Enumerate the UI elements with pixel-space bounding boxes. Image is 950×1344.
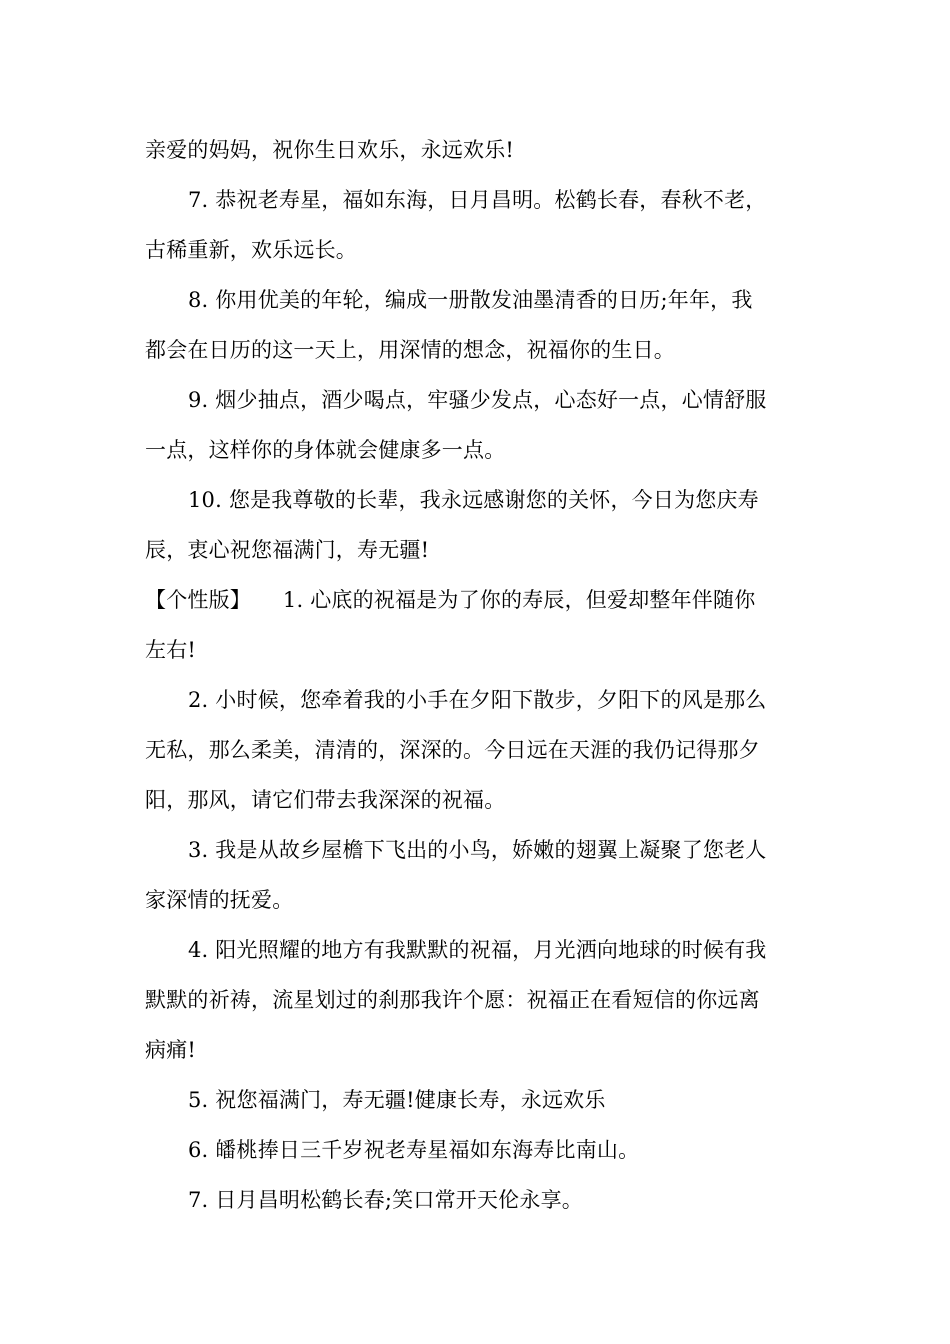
text-line: 5. 祝您福满门，寿无疆!健康长寿，永远欢乐 [188,1088,606,1112]
text-line: 家深情的抚爱。 [145,888,294,912]
text-line: 6. 皤桃捧日三千岁祝老寿星福如东海寿比南山。 [188,1138,640,1162]
text-line: 都会在日历的这一天上，用深情的想念，祝福你的生日。 [145,338,675,362]
text-line: 默默的祈祷，流星划过的刹那我许个愿：祝福正在看短信的你远离 [145,988,760,1012]
text-line: 7. 恭祝老寿星，福如东海，日月昌明。松鹤长春，春秋不老， [188,188,767,212]
text-line: 病痛! [145,1038,197,1062]
text-line: 亲爱的妈妈，祝你生日欢乐，永远欢乐! [145,138,515,162]
section-heading-line: 【个性版】 1. 心底的祝福是为了你的寿辰，但爱却整年伴随你 [145,588,756,612]
text-line: 古稀重新，欢乐远长。 [145,238,357,262]
text-line: 9. 烟少抽点，酒少喝点，牢骚少发点，心态好一点，心情舒服 [188,388,767,412]
text-line: 3. 我是从故乡屋檐下飞出的小鸟，娇嫩的翅翼上凝聚了您老人 [188,838,767,862]
text-line: 左右! [145,638,197,662]
text-line: 7. 日月昌明松鹤长春;笑口常开天伦永享。 [188,1188,583,1212]
text-line: 2. 小时候，您牵着我的小手在夕阳下散步，夕阳下的风是那么 [188,688,767,712]
text-line: 无私，那么柔美，清清的，深深的。今日远在天涯的我仍记得那夕 [145,738,760,762]
text-line: 8. 你用优美的年轮，编成一册散发油墨清香的日历;年年，我 [188,288,753,312]
text-line: 4. 阳光照耀的地方有我默默的祝福，月光洒向地球的时候有我 [188,938,767,962]
text-line: 10. 您是我尊敬的长辈，我永远感谢您的关怀，今日为您庆寿 [188,488,759,512]
text-line: 阳，那风，请它们带去我深深的祝福。 [145,788,506,812]
text-line: 辰，衷心祝您福满门，寿无疆! [145,538,430,562]
text-line: 一点，这样你的身体就会健康多一点。 [145,438,506,462]
